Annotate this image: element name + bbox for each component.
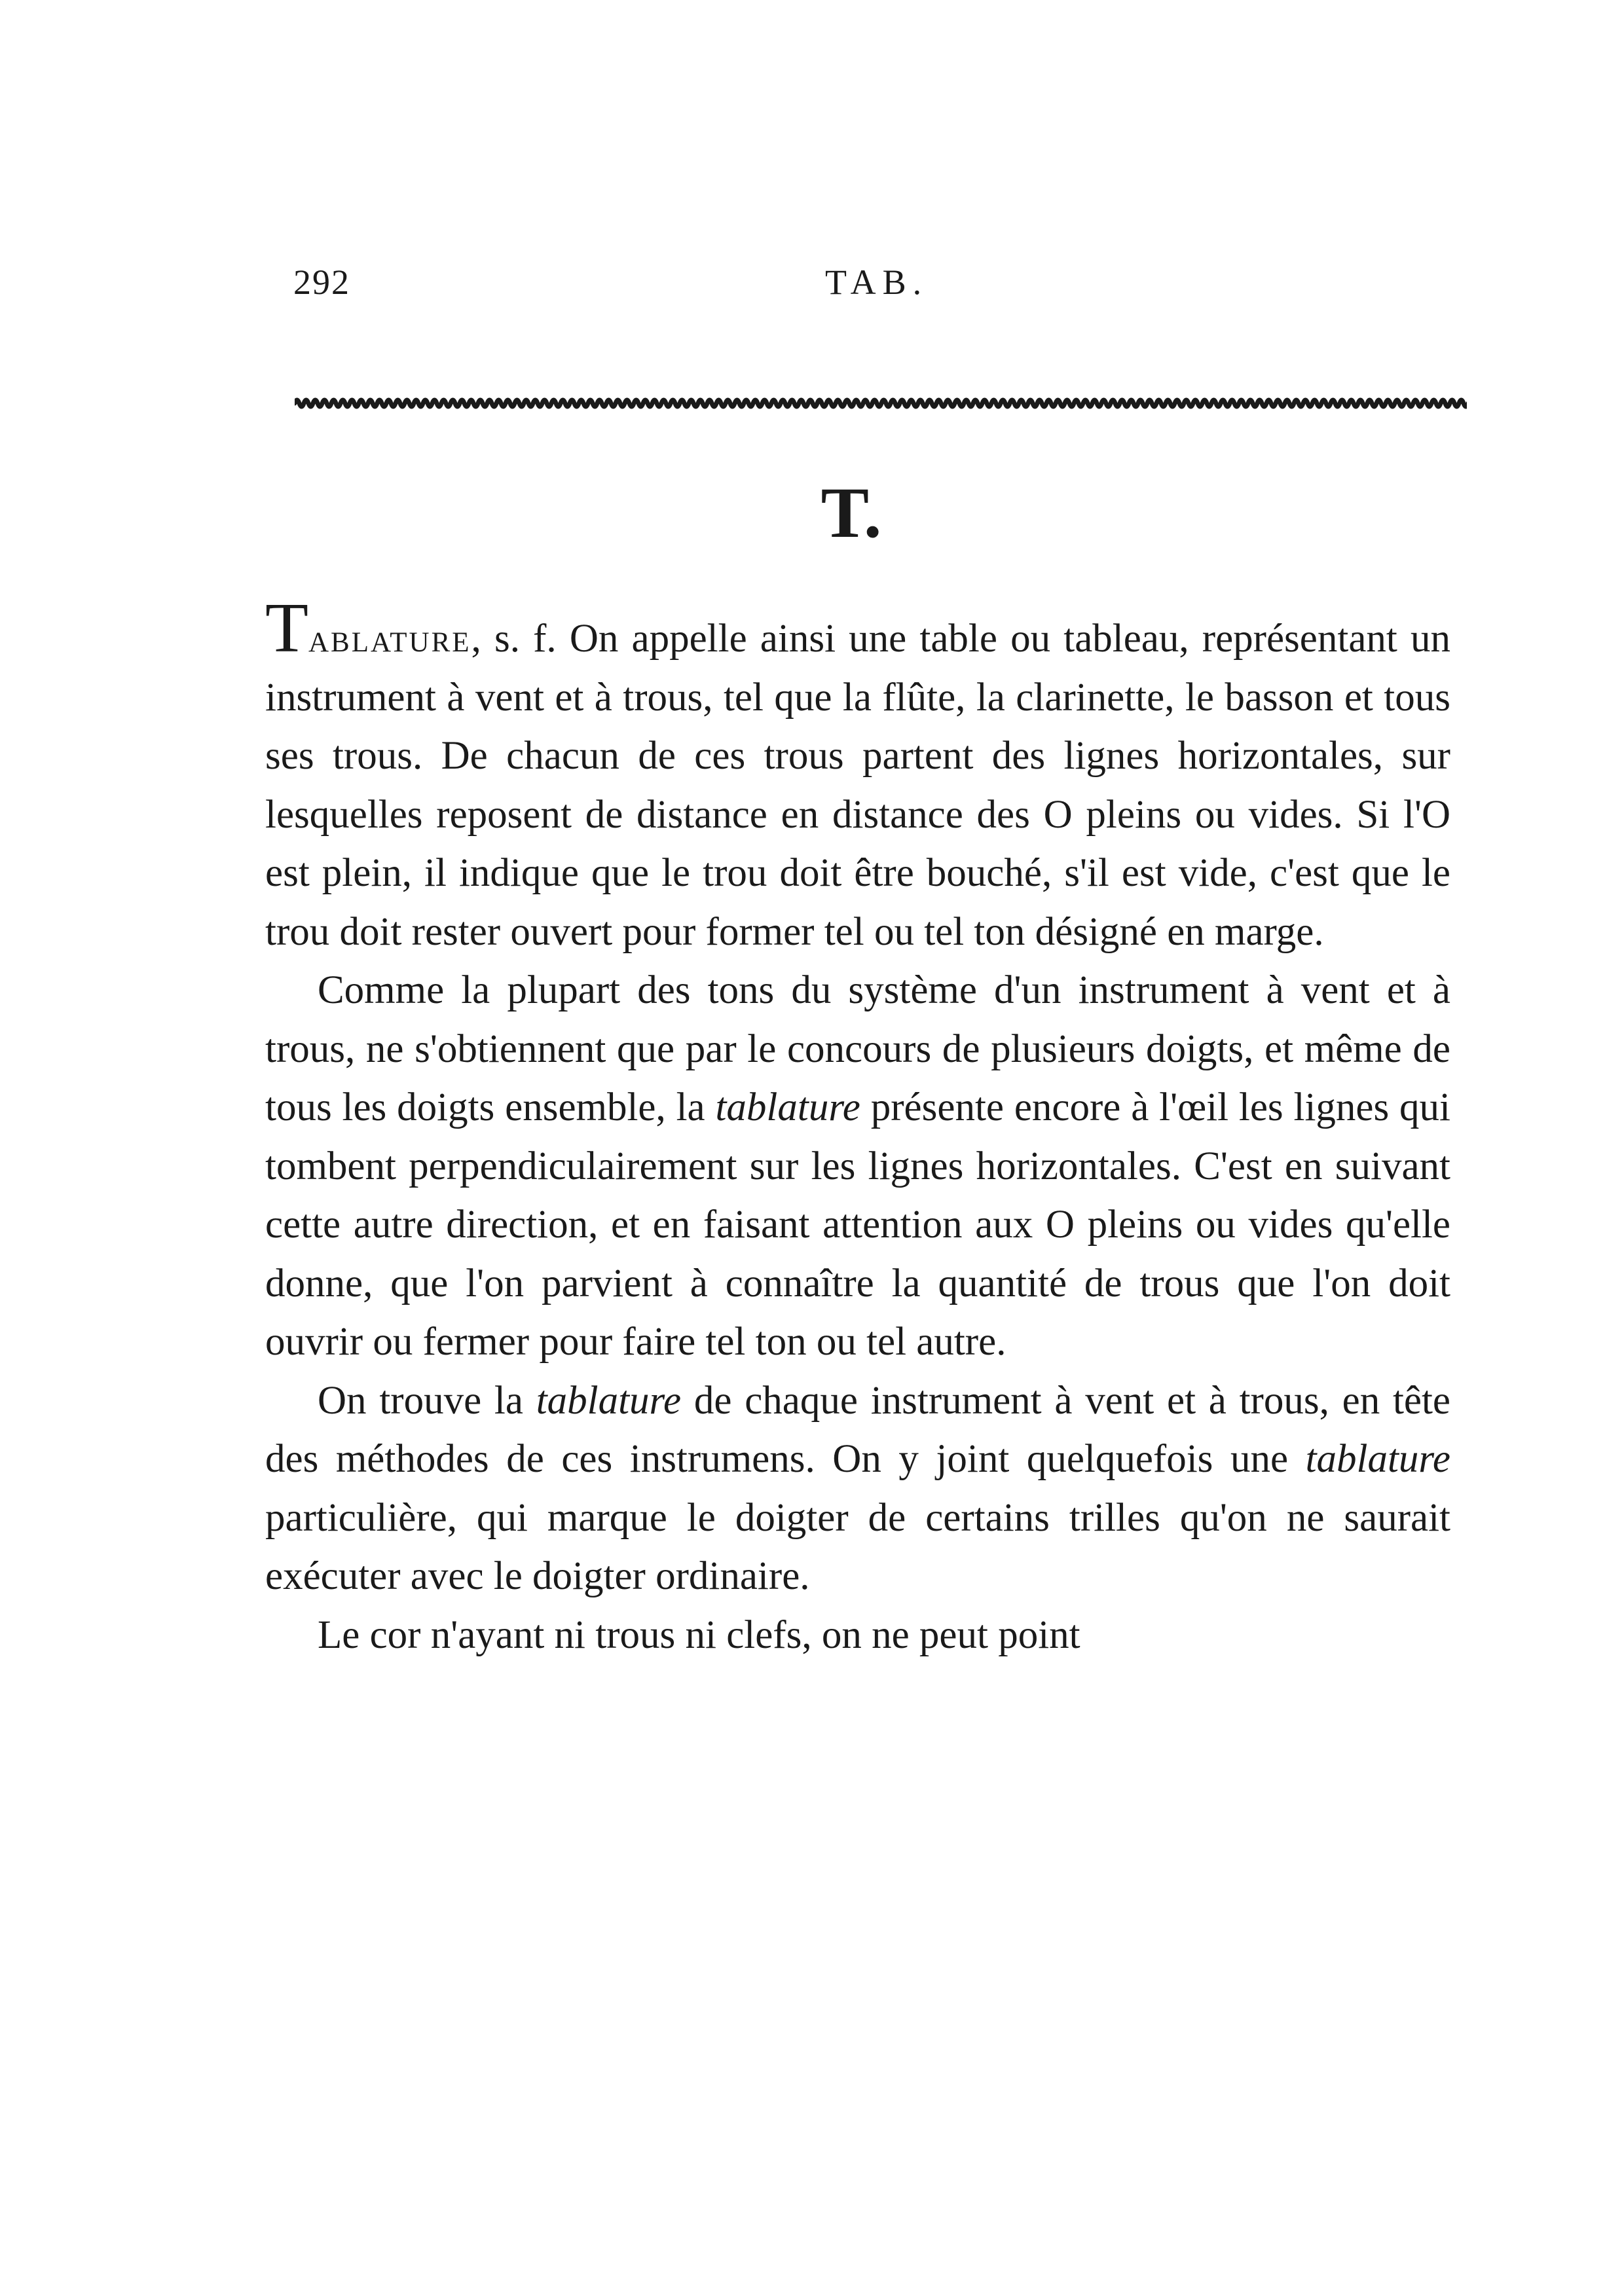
- running-head: [288, 262, 1467, 314]
- paragraph-perpendicular-lines: [265, 961, 1450, 1372]
- page-number: 292: [293, 263, 350, 302]
- paragraph-text: , s. f. On appelle ainsi une table ou tableau, représentant un instrument à vent et à trous, tel que la flûte, la clarinette, le basson et tous ses trous. De chacun de ces trous partent des lignes horizontales, sur lesquelles reposent de distance en distance des O pleins ou vides. Si l'O est plein, il indique que le trou doit être bouché, s'il est vide, c'est que le trou doit rester ouvert pour former tel ou tel ton désigné en marge.: [265, 617, 1450, 954]
- drop-cap: T: [265, 589, 308, 667]
- paragraph-text: Le cor n'ayant ni trous ni clefs, on ne peut point: [318, 1613, 1080, 1657]
- paragraph-methods: [265, 1372, 1450, 1606]
- ornamental-rule: [295, 390, 1467, 416]
- body-text: [265, 589, 1451, 1664]
- paragraph-text: Comme la plupart des tons du système d'un instrument à vent et à trous, ne s'obtiennent que par le concours de plusieurs doigts, et même de tous les doigts ensemble, la: [265, 968, 1450, 1129]
- paragraph-horn: [265, 1606, 1450, 1665]
- running-title: TAB.: [825, 263, 929, 302]
- paragraph-text: On trouve la: [318, 1378, 536, 1423]
- paragraph-tablature-definition: [265, 589, 1450, 961]
- section-letter: T.: [821, 473, 882, 553]
- italic-term: tablature: [715, 1085, 860, 1129]
- paragraph-text: de chaque instrument à vent et à trous, en tête des méthodes de ces instrumens. On y joint quelquefois une: [265, 1378, 1450, 1481]
- italic-term: tablature: [1305, 1437, 1450, 1481]
- paragraph-text: particulière, qui marque le doigter de certains trilles qu'on ne saurait exécuter avec le doigter ordinaire.: [265, 1495, 1450, 1598]
- paragraph-text: présente encore à l'œil les lignes qui tombent perpendiculairement sur les lignes horizontales. C'est en suivant cette autre direction, et en faisant attention aux O pleins ou vides qu'elle donne, que l'on parvient à connaître la quantité de trous que l'on doit ouvrir ou fermer pour faire tel ton ou tel autre.: [265, 1085, 1451, 1364]
- headword: ablature: [308, 617, 471, 661]
- italic-term: tablature: [536, 1378, 682, 1423]
